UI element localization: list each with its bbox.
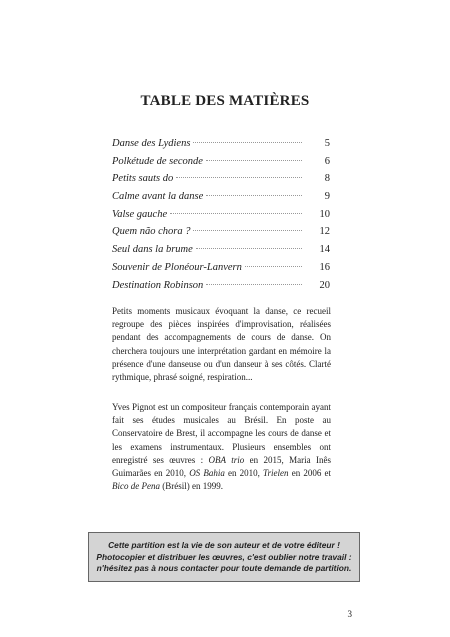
dot-leader	[245, 266, 302, 267]
page-title: TABLE DES MATIÈRES	[140, 93, 310, 109]
notice-line: Cette partition est la vie de son auteur et de votre éditeur !	[108, 540, 340, 550]
toc-page-number: 9	[324, 191, 330, 203]
dot-leader	[193, 142, 302, 143]
dot-leader	[196, 248, 302, 249]
ensemble-name: Bico de Pena	[112, 481, 160, 492]
toc-row[interactable]	[112, 170, 330, 188]
toc-entry: Petits sauts do	[112, 173, 174, 185]
ensemble-name: OBA trio	[208, 454, 245, 465]
bio-text: Yves Pignot est un compositeur français contemporain ayant fait ses études musicales au Brésil. En poste au Conservatoire de Brest, il accompagne les cours de danse et les examens instrumentaux. Plusieurs ensembles ont enregistré ses œuvres :	[112, 402, 331, 465]
toc-row[interactable]	[112, 277, 330, 295]
toc-page-number: 6	[324, 155, 330, 167]
toc-entry: Quem não chora ?	[112, 226, 191, 238]
toc-entry: Souvenir de Plonéour-Lanvern	[112, 261, 242, 273]
toc-page-number: 10	[319, 208, 330, 220]
dot-leader	[193, 230, 302, 231]
toc-entry: Valse gauche	[112, 208, 168, 220]
bio-text: en 2015, Maria Inês Guimarães en 2010,	[112, 454, 331, 479]
bio-text: en 2010,	[224, 468, 264, 479]
toc-row[interactable]	[112, 259, 330, 277]
toc-row[interactable]	[112, 153, 330, 171]
composer-bio-paragraph	[112, 401, 331, 493]
toc-row[interactable]	[112, 241, 330, 259]
dot-leader	[206, 160, 302, 161]
toc-page-number: 16	[319, 261, 330, 273]
toc-entry: Seul dans la brume	[112, 244, 193, 256]
description-paragraph: Petits moments musicaux évoquant la danse, ce recueil regroupe des pièces inspirées d'improvisation, réalisées pendant des accompagnements de cours de danse. On cherchera toujours une interprétation gardant en mémoire la présence d'une danseuse ou d'un danseur à ses côtés. Clarté rythmique, phrasé soigné, respiration...	[112, 306, 331, 383]
copyright-notice-box	[88, 532, 360, 582]
dot-leader	[206, 195, 302, 196]
toc-page-number: 14	[319, 244, 330, 256]
toc-row[interactable]	[112, 188, 330, 206]
bio-text: en 2006 et	[288, 468, 332, 479]
dot-leader	[176, 177, 302, 178]
toc-entry: Danse des Lydiens	[112, 138, 191, 149]
ensemble-name: OS Bahia	[189, 468, 225, 479]
notice-line: n'hésitez pas à nous contacter pour toute demande de partition.	[96, 563, 352, 573]
toc-entry: Polkétude de seconde	[112, 155, 203, 167]
ensemble-name: Trielen	[263, 468, 289, 479]
dot-leader	[206, 284, 302, 285]
toc-page-number: 8	[324, 173, 330, 185]
toc-row[interactable]	[112, 206, 330, 224]
toc-page-number: 20	[319, 279, 330, 291]
page-number: 3	[347, 609, 352, 619]
notice-line: Photocopier et distribuer les œuvres, c'est oublier notre travail :	[96, 551, 352, 562]
toc-entry: Destination Robinson	[112, 279, 204, 291]
dot-leader	[170, 213, 302, 214]
toc-page-number: 12	[319, 226, 330, 238]
toc-page-number: 5	[324, 138, 330, 149]
table-of-contents	[112, 135, 330, 294]
toc-row[interactable]	[112, 135, 330, 153]
toc-entry: Calme avant la danse	[112, 191, 204, 203]
toc-row[interactable]	[112, 223, 330, 241]
bio-text: (Brésil) en 1999.	[159, 481, 223, 492]
